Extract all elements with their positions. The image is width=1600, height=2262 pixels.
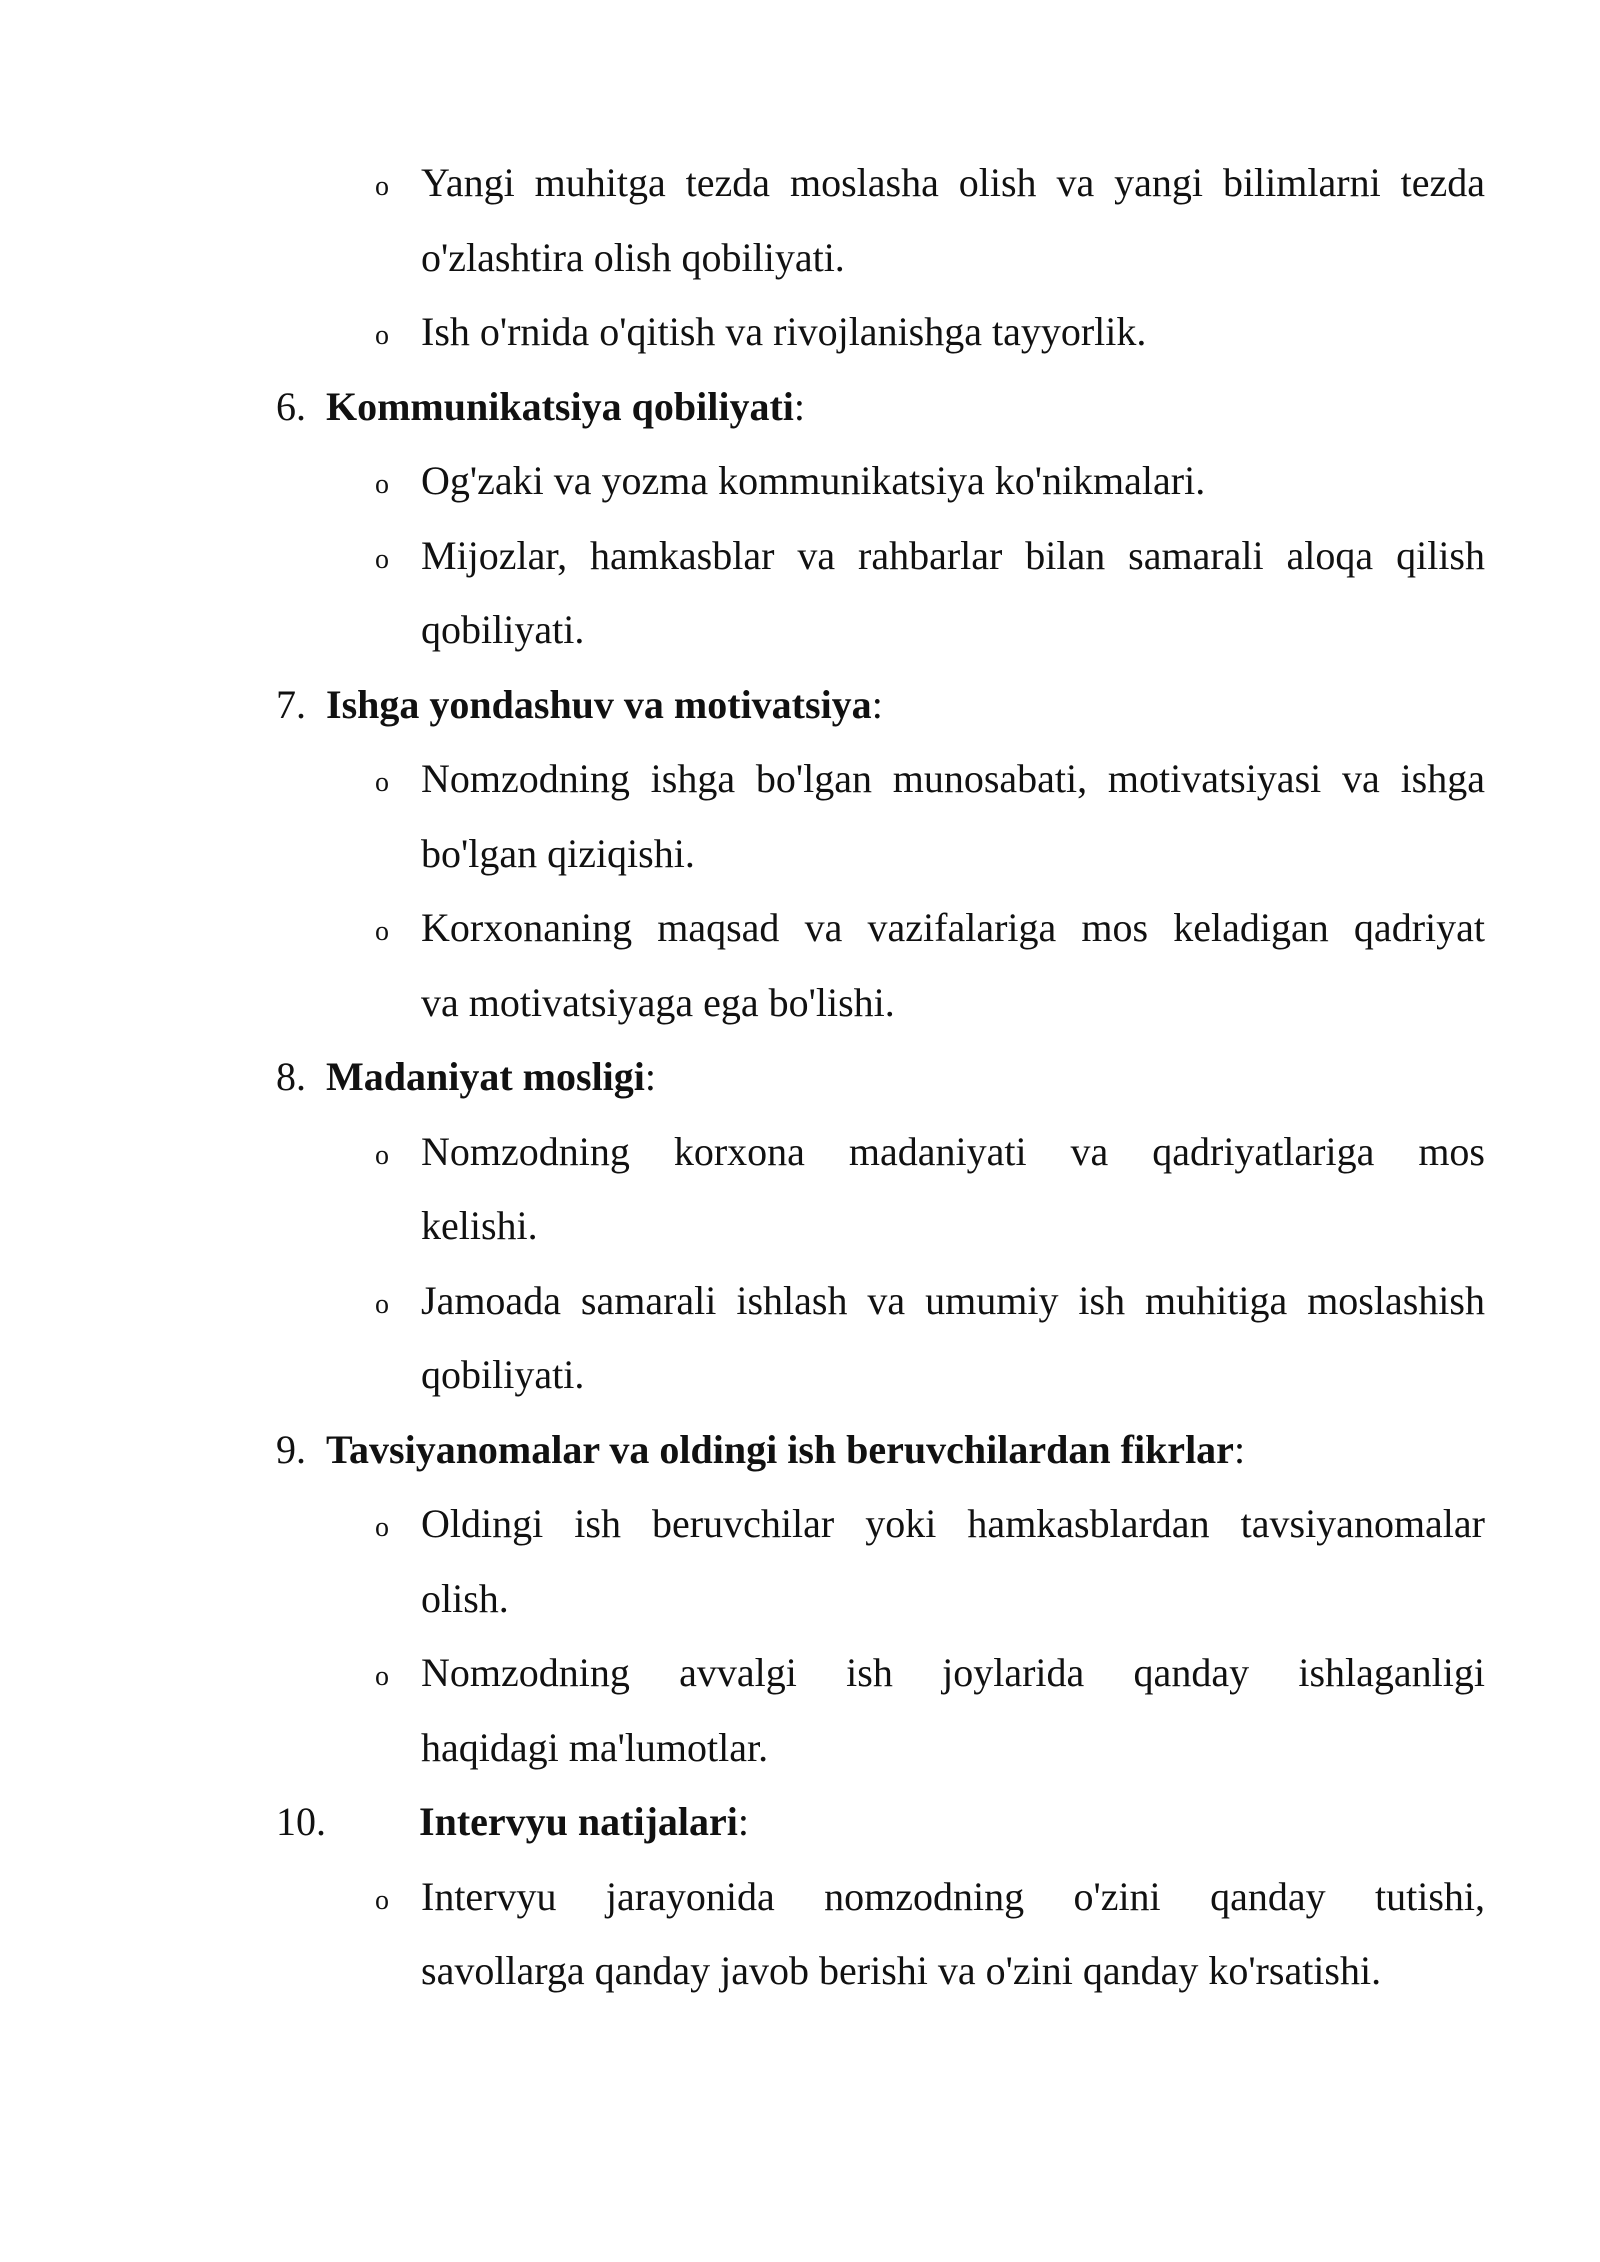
- heading-title-text: Intervyu natijalari: [419, 1799, 738, 1844]
- heading-title: [326, 1413, 1245, 1488]
- list-heading: [0, 370, 1600, 445]
- heading-title: [326, 1040, 656, 1115]
- bullet-marker-icon: o: [375, 1512, 389, 1543]
- bullet-item: [0, 1636, 1600, 1711]
- heading-colon: :: [871, 681, 883, 727]
- list-number: 10.: [276, 1799, 326, 1844]
- bullet-item-continuation: [0, 593, 1600, 668]
- bullet-text: Intervyu jarayonida nomzodning o'zini qanday tutishi,: [421, 1873, 1485, 1919]
- bullet-text: qobiliyati.: [421, 1352, 585, 1397]
- bullet-text: Nomzodning korxona madaniyati va qadriyatlariga mos: [421, 1128, 1485, 1174]
- bullet-text: Oldingi ish beruvchilar yoki hamkasblardan tavsiyanomalar: [421, 1501, 1485, 1546]
- bullet-marker-icon: o: [375, 1288, 389, 1320]
- heading-title: [326, 668, 883, 743]
- list-number: 8.: [276, 1054, 306, 1099]
- bullet-item: [0, 295, 1600, 370]
- heading-title-text: Madaniyat mosligi: [326, 1054, 645, 1099]
- bullet-item-continuation: [0, 1711, 1600, 1786]
- bullet-item: [0, 444, 1600, 519]
- list-number: 6.: [276, 383, 306, 429]
- bullet-item: [0, 1860, 1600, 1935]
- bullet-item: [0, 1115, 1600, 1190]
- heading-title-text: Kommunikatsiya qobiliyati: [326, 383, 794, 429]
- heading-colon: :: [1233, 1426, 1246, 1472]
- heading-title-text: Ishga yondashuv va motivatsiya: [326, 681, 872, 727]
- list-heading: [0, 1040, 1600, 1115]
- bullet-marker-icon: o: [375, 469, 389, 500]
- bullet-text: Ish o'rnida o'qitish va rivojlanishga tayyorlik.: [421, 309, 1147, 354]
- bullet-text: o'zlashtira olish qobiliyati.: [421, 234, 845, 280]
- bullet-text: va motivatsiyaga ega bo'lishi.: [421, 979, 895, 1025]
- bullet-item: [0, 1264, 1600, 1339]
- bullet-text: Yangi muhitga tezda moslasha olish va yangi bilimlarni tezda: [421, 160, 1485, 205]
- bullet-marker-icon: o: [375, 916, 389, 947]
- bullet-text: savollarga qanday javob berishi va o'zini qanday ko'rsatishi.: [421, 1948, 1382, 1993]
- bullet-text: Og'zaki va yozma kommunikatsiya ko'nikmalari.: [421, 458, 1206, 503]
- bullet-item-continuation: [0, 221, 1600, 296]
- heading-colon: :: [737, 1799, 749, 1844]
- bullet-marker-icon: o: [375, 171, 389, 202]
- bullet-marker-icon: o: [375, 1661, 389, 1692]
- bullet-text: Jamoada samarali ishlash va umumiy ish muhitiga moslashish: [421, 1277, 1485, 1323]
- bullet-text: olish.: [421, 1575, 509, 1621]
- bullet-item: [0, 742, 1600, 817]
- heading-colon: :: [793, 383, 805, 429]
- heading-colon: :: [644, 1054, 657, 1099]
- bullet-text: bo'lgan qiziqishi.: [421, 830, 695, 876]
- bullet-marker-icon: o: [375, 767, 389, 798]
- bullet-item-continuation: [0, 1189, 1600, 1264]
- bullet-marker-icon: o: [375, 1884, 389, 1916]
- heading-title: [326, 370, 805, 445]
- bullet-text: haqidagi ma'lumotlar.: [421, 1724, 769, 1770]
- bullet-item-continuation: [0, 1338, 1600, 1413]
- bullet-text: Nomzodning ishga bo'lgan munosabati, motivatsiyasi va ishga: [421, 756, 1485, 801]
- bullet-marker-icon: o: [375, 1139, 389, 1171]
- bullet-item: [0, 891, 1600, 966]
- bullet-item: [0, 146, 1600, 221]
- bullet-item-continuation: [0, 966, 1600, 1041]
- document-body: [0, 146, 1600, 2009]
- heading-title-text: Tavsiyanomalar va oldingi ish beruvchilardan fikrlar: [326, 1426, 1234, 1472]
- heading-title: [419, 1785, 749, 1860]
- bullet-text: Mijozlar, hamkasblar va rahbarlar bilan samarali aloqa qilish: [421, 532, 1485, 578]
- list-number: 9.: [276, 1426, 306, 1472]
- bullet-marker-icon: o: [375, 543, 389, 575]
- list-heading: [0, 668, 1600, 743]
- bullet-text: Korxonaning maqsad va vazifalariga mos keladigan qadriyat: [421, 905, 1485, 950]
- bullet-text: kelishi.: [421, 1203, 538, 1248]
- list-heading: [0, 1413, 1600, 1488]
- bullet-text: qobiliyati.: [421, 607, 585, 652]
- bullet-item-continuation: [0, 1562, 1600, 1637]
- bullet-text: Nomzodning avvalgi ish joylarida qanday ishlaganligi: [421, 1650, 1485, 1695]
- bullet-item: [0, 1487, 1600, 1562]
- list-heading: [0, 1785, 1600, 1860]
- list-number: 7.: [276, 681, 306, 727]
- bullet-marker-icon: o: [375, 320, 389, 351]
- bullet-item: [0, 519, 1600, 594]
- bullet-item-continuation: [0, 817, 1600, 892]
- bullet-item-continuation: [0, 1934, 1600, 2009]
